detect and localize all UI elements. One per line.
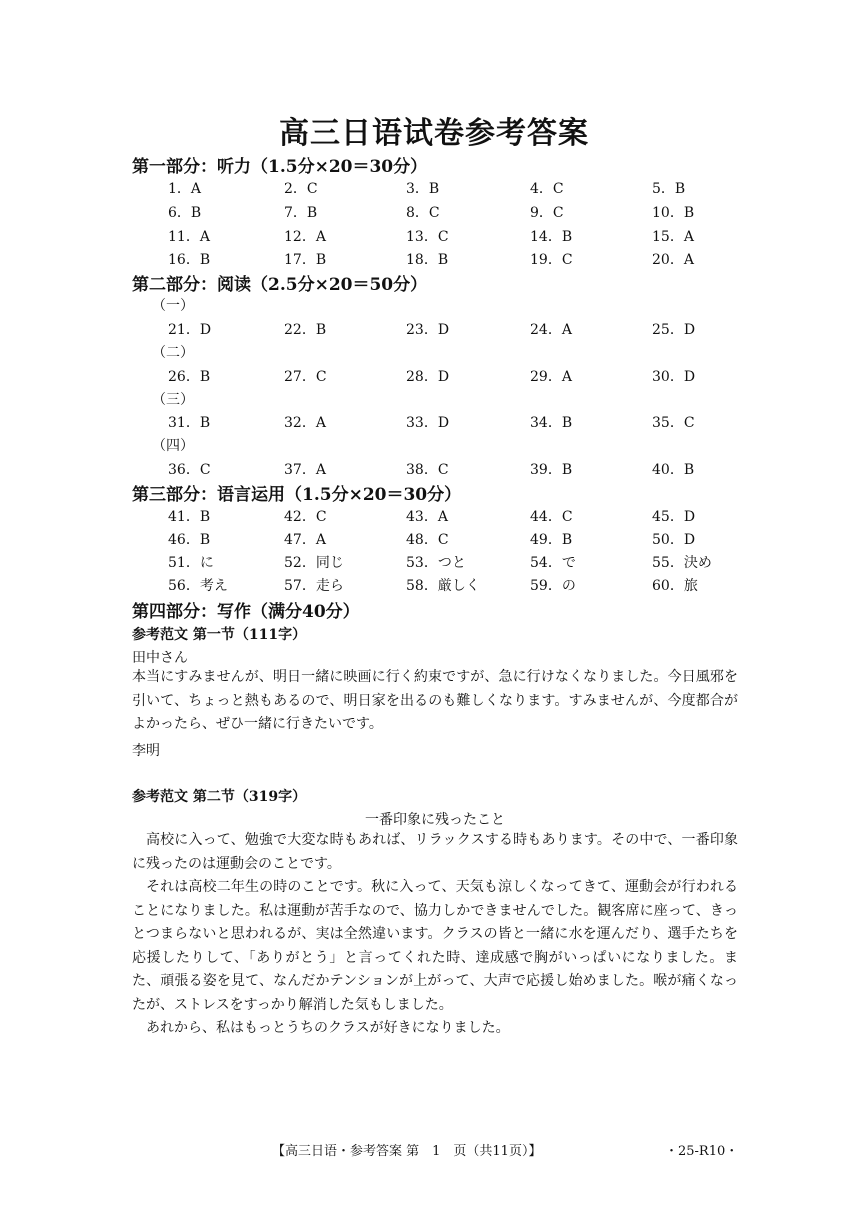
answer-item: 35．C	[652, 415, 695, 431]
footer-page-info: 【高三日语・参考答案 第 1 页（共11页）】	[272, 1144, 542, 1159]
essay-title: 一番印象に残ったこと	[365, 812, 505, 828]
answer-item: 38．C	[406, 462, 449, 478]
part1-heading: 第一部分：听力（1.5分×20＝30分）	[132, 157, 428, 177]
answer-row	[0, 552, 868, 572]
answer-item: 31．B	[168, 415, 211, 431]
answer-item: 4．C	[530, 181, 564, 197]
answer-item: 23．D	[406, 322, 450, 338]
answer-item: 15．A	[652, 229, 694, 245]
answer-item: 48．C	[406, 532, 449, 548]
part4-heading: 第四部分：写作（满分40分）	[132, 602, 360, 622]
essay-paragraph: 高校に入って、勉強で大変な時もあれば、リラックスする時もあります。その中で、一番印象に残ったのは運動会のことです。	[132, 832, 738, 872]
answer-item: 5．B	[652, 181, 686, 197]
answer-item: 46．B	[168, 532, 211, 548]
answer-item: 47．A	[284, 532, 326, 548]
group-label: （一）	[152, 298, 194, 314]
answer-item: 1．A	[168, 181, 202, 197]
essay-paragraph: それは高校二年生の時のことです。秋に入って、天気も涼しくなってきて、運動会が行われることになりました。私は運動が苦手なので、協力しかできませんでした。観客席に座って、きっとつまらないと思われるが、実は全然違います。クラスの皆と一緒に水を運んだり、選手たちを応援したりして、「ありがとう」と言ってくれた時、達成感で胸がいっぱいになりました。また、頑張る姿を見て、なんだかテンションが上がって、大声で応援し始めました。喉が痛くなったが、ストレスをすっかり解消した気もしました。	[132, 879, 738, 1013]
answer-item: 13．C	[406, 229, 449, 245]
group-label: （三）	[152, 392, 194, 408]
answer-item: 53．つと	[406, 555, 466, 571]
answer-item: 36．C	[168, 462, 211, 478]
answer-item: 10．B	[652, 205, 695, 221]
answer-item: 12．A	[284, 229, 326, 245]
essay-paragraph: あれから、私はもっとうちのクラスが好きになりました。	[146, 1020, 510, 1036]
answer-item: 59．の	[530, 578, 576, 594]
answer-item: 60．旅	[652, 578, 698, 594]
answer-item: 3．B	[406, 181, 440, 197]
answer-item: 8．C	[406, 205, 440, 221]
answer-item: 50．D	[652, 532, 696, 548]
answer-item: 49．B	[530, 532, 573, 548]
answer-row	[0, 319, 868, 339]
answer-item: 6．B	[168, 205, 202, 221]
answer-item: 22．B	[284, 322, 327, 338]
part2-heading: 第二部分：阅读（2.5分×20＝50分）	[132, 275, 428, 295]
answer-item: 51．に	[168, 555, 214, 571]
answer-item: 26．B	[168, 369, 211, 385]
answer-item: 55．決め	[652, 555, 712, 571]
section2-heading: 参考范文 第二节（319字）	[132, 789, 307, 805]
answer-item: 40．B	[652, 462, 695, 478]
answer-item: 17．B	[284, 252, 327, 268]
answer-item: 56．考え	[168, 578, 228, 594]
part3-heading: 第三部分：语言运用（1.5分×20＝30分）	[132, 485, 462, 505]
answer-row	[0, 575, 868, 595]
answer-item: 57．走ら	[284, 578, 344, 594]
answer-item: 21．D	[168, 322, 212, 338]
answer-item: 42．C	[284, 509, 327, 525]
answer-item: 41．B	[168, 509, 211, 525]
answer-item: 33．D	[406, 415, 450, 431]
answer-row	[0, 412, 868, 432]
answer-row	[0, 226, 868, 246]
answer-item: 45．D	[652, 509, 696, 525]
answer-item: 19．C	[530, 252, 573, 268]
section1-heading: 参考范文 第一节（111字）	[132, 627, 307, 643]
answer-item: 18．B	[406, 252, 449, 268]
answer-row	[0, 178, 868, 198]
answer-item: 44．C	[530, 509, 573, 525]
answer-item: 30．D	[652, 369, 696, 385]
answer-item: 29．A	[530, 369, 572, 385]
letter-body: 本当にすみませんが、明日一緒に映画に行く約束ですが、急に行けなくなりました。今日風邪を引いて、ちょっと熱もあるので、明日家を出るのも難しくなります。すみませんが、今度都合がよかったら、ぜひ一緒に行きたいです。	[132, 669, 738, 732]
group-label: （四）	[152, 438, 194, 454]
answer-item: 2．C	[284, 181, 318, 197]
footer-code: ・25-R10・	[665, 1144, 739, 1159]
answer-item: 52．同じ	[284, 555, 344, 571]
answer-item: 43．A	[406, 509, 448, 525]
answer-item: 11．A	[168, 229, 210, 245]
answer-item: 37．A	[284, 462, 326, 478]
answer-item: 9．C	[530, 205, 564, 221]
answer-item: 39．B	[530, 462, 573, 478]
answer-row	[0, 366, 868, 386]
answer-item: 25．D	[652, 322, 696, 338]
answer-row	[0, 249, 868, 269]
answer-item: 28．D	[406, 369, 450, 385]
page-title: 高三日语试卷参考答案	[279, 116, 589, 151]
answer-item: 7．B	[284, 205, 318, 221]
answer-item: 27．C	[284, 369, 327, 385]
answer-row	[0, 459, 868, 479]
answer-item: 34．B	[530, 415, 573, 431]
answer-row	[0, 506, 868, 526]
answer-row	[0, 529, 868, 549]
answer-item: 24．A	[530, 322, 572, 338]
answer-item: 20．A	[652, 252, 694, 268]
group-label: （二）	[152, 345, 194, 361]
answer-item: 32．A	[284, 415, 326, 431]
answer-item: 14．B	[530, 229, 573, 245]
answer-row	[0, 202, 868, 222]
letter-salutation: 田中さん	[132, 650, 188, 666]
answer-item: 16．B	[168, 252, 211, 268]
answer-item: 54．で	[530, 555, 576, 571]
letter-signature: 李明	[132, 743, 160, 759]
answer-item: 58．厳しく	[406, 578, 480, 594]
